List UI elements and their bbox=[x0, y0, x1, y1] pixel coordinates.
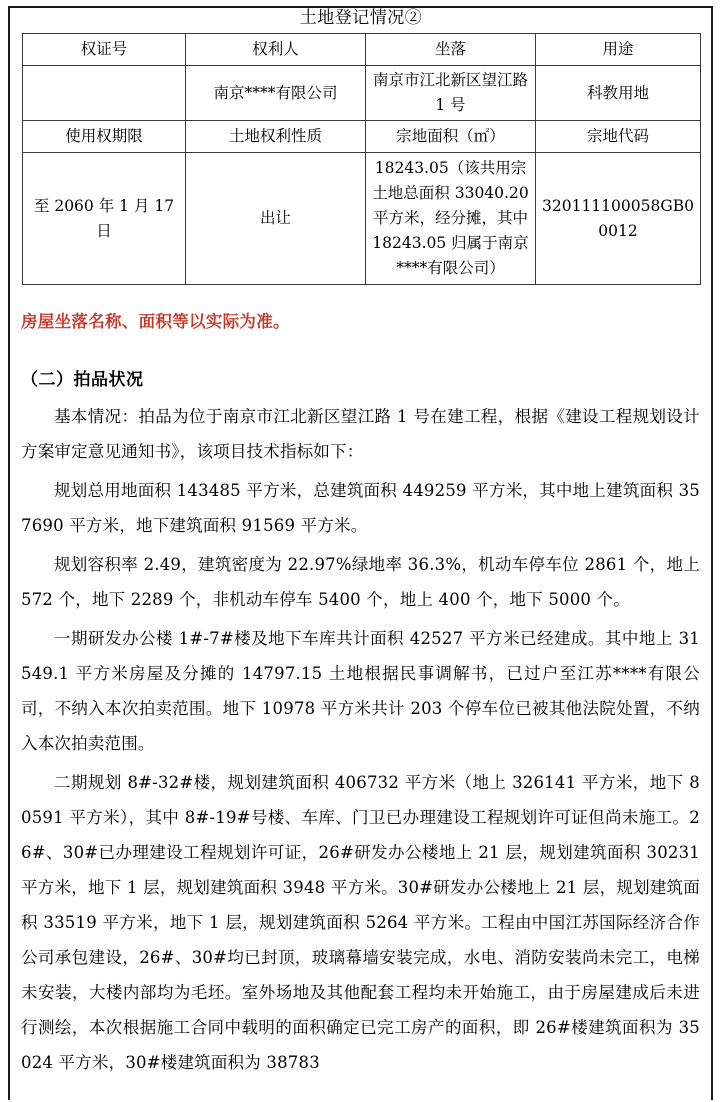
value-cell-parcel-area: 18243.05（该共用宗土地总面积 33040.20 平方米，经分摊，其中 18243.05 归属于南京****有限公司） bbox=[366, 153, 536, 285]
paragraph-phase-two: 二期规划 8#-32#楼，规划建筑面积 406732 平方米（地上 326141 平方米，地下 80591 平方米），其中 8#-19#号楼、车库、门卫已办理建设工程规划许可证但尚未施工。26#、30#已办理建设工程规划许可证，26#研发办公楼地上 21 层，规划建筑面积 30231 平方米，地下 1 层，规划建筑面积 3948 平方米。30#研发办公楼地上 21 层，规划建筑面积 33519 平方米，地下 1 层，规划建筑面积 5264 平方米。工程由中国江苏国际经济合作公司承包建设，26#、30#均已封顶，玻璃幕墙安装完成，水电、消防安装尚未完工，电梯未安装，大楼内部均为毛坯。室外场地及其他配套工程均未开始施工，由于房屋建成后未进行测绘，本次根据施工合同中载明的面积确定已完工房产的面积，即 26#楼建筑面积为 35024 平方米，30#楼建筑面积为 38783 bbox=[21, 773, 700, 1072]
header-cell-usage: 用途 bbox=[536, 34, 701, 66]
value-cell-usage: 科教用地 bbox=[536, 66, 701, 121]
table-title: 土地登记情况② bbox=[299, 8, 423, 28]
paragraph-basic-situation: 基本情况：拍品为位于南京市江北新区望江路 1 号在建工程，根据《建设工程规划设计方案审定意见通知书》，该项目技术指标如下： bbox=[21, 407, 700, 461]
warning-note: 房屋坐落名称、面积等以实际为准。 bbox=[21, 312, 290, 331]
value-cell-right-nature: 出让 bbox=[186, 153, 366, 285]
paragraph-phase-one: 一期研发办公楼 1#-7#楼及地下车库共计面积 42527 平方米已经建成。其中地上 31549.1 平方米房屋及分摊的 14797.15 土地根据民事调解书，已过户至江苏****有限公司，不纳入本次拍卖范围。地下 10978 平方米共计 203 个停车位已被其他法院处置，不纳入本次拍卖范围。 bbox=[21, 629, 700, 753]
value-cell-use-term: 至 2060 年 1 月 17 日 bbox=[23, 153, 186, 285]
table-row-header-1 bbox=[23, 34, 701, 66]
table-row-values-1 bbox=[23, 66, 701, 121]
paragraph-plot-ratio-parking: 规划容积率 2.49，建筑密度为 22.97%绿地率 36.3%，机动车停车位 2861 个，地上 572 个，地下 2289 个，非机动车停车 5400 个，地上 400 个，地下 5000 个。 bbox=[21, 555, 700, 609]
header-cell-parcel-area: 宗地面积（㎡） bbox=[366, 121, 536, 153]
header-cell-use-term: 使用权期限 bbox=[23, 121, 186, 153]
value-cell-location: 南京市江北新区望江路 1 号 bbox=[366, 66, 536, 121]
header-cell-certificate-no: 权证号 bbox=[23, 34, 186, 66]
header-cell-right-nature: 土地权利性质 bbox=[186, 121, 366, 153]
value-cell-parcel-code: 320111100058GB00012 bbox=[536, 153, 701, 285]
header-cell-location: 坐落 bbox=[366, 34, 536, 66]
value-cell-right-holder: 南京****有限公司 bbox=[186, 66, 366, 121]
section-heading-auction-status: （二）拍品状况 bbox=[21, 370, 144, 390]
table-row-header-2 bbox=[23, 121, 701, 153]
value-cell-certificate-no bbox=[23, 66, 186, 121]
table-row-values-2 bbox=[23, 153, 701, 285]
header-cell-parcel-code: 宗地代码 bbox=[536, 121, 701, 153]
land-registration-table bbox=[22, 33, 701, 285]
header-cell-right-holder: 权利人 bbox=[186, 34, 366, 66]
body-text-column bbox=[0, 399, 722, 1080]
land-registration-section bbox=[22, 0, 700, 285]
paragraph-planned-areas: 规划总用地面积 143485 平方米，总建筑面积 449259 平方米，其中地上建筑面积 357690 平方米，地下建筑面积 91569 平方米。 bbox=[21, 481, 700, 535]
